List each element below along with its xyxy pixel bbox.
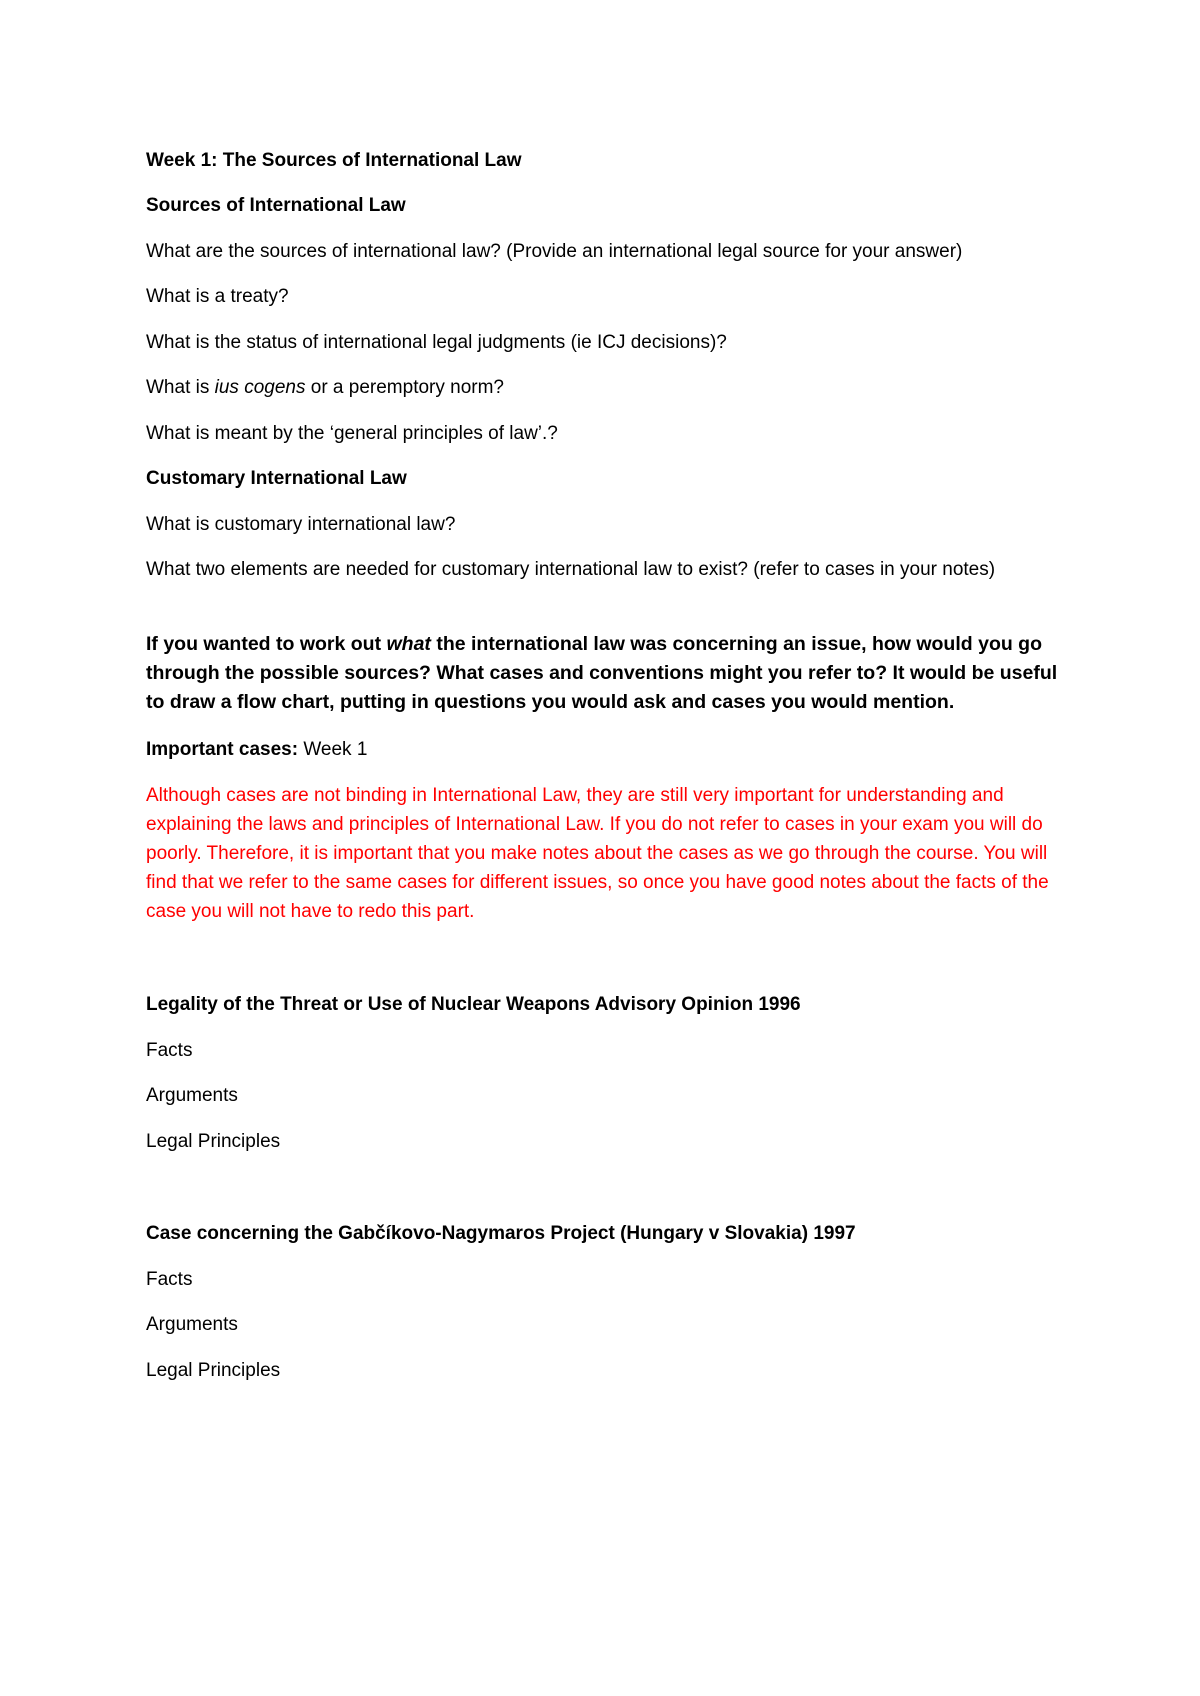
question-ius-term: ius cogens bbox=[214, 377, 306, 398]
task-paragraph bbox=[146, 630, 1076, 717]
question-treaty: What is a treaty? bbox=[146, 286, 289, 307]
question-judgments: What is the status of international legal judgments (ie ICJ decisions)? bbox=[146, 332, 727, 353]
question-ius-prefix: What is bbox=[146, 377, 215, 398]
question-general-principles: What is meant by the ‘general principles of law’.? bbox=[146, 423, 558, 444]
important-cases-week: Week 1 bbox=[298, 739, 368, 760]
case-nuclear-facts: Facts bbox=[146, 1040, 193, 1061]
question-sources: What are the sources of international law? (Provide an international legal source for your answer) bbox=[146, 241, 963, 262]
question-customary: What is customary international law? bbox=[146, 514, 456, 535]
question-ius-suffix: or a peremptory norm? bbox=[305, 377, 504, 398]
sources-heading: Sources of International Law bbox=[146, 195, 406, 216]
question-elements: What two elements are needed for customary international law to exist? (refer to cases in your notes) bbox=[146, 559, 996, 580]
task-emphasis: what bbox=[386, 633, 431, 655]
task-prefix: If you wanted to work out bbox=[146, 633, 387, 655]
important-cases-label: Important cases: bbox=[146, 739, 299, 760]
case-nuclear-arguments: Arguments bbox=[146, 1085, 238, 1106]
case-gabcikovo-arguments: Arguments bbox=[146, 1314, 238, 1335]
question-ius-cogens bbox=[146, 373, 504, 402]
page-title: Week 1: The Sources of International Law bbox=[146, 150, 522, 171]
important-cases-heading bbox=[146, 735, 367, 764]
case-gabcikovo-facts: Facts bbox=[146, 1269, 193, 1290]
customary-heading: Customary International Law bbox=[146, 468, 407, 489]
case-title-gabcikovo: Case concerning the Gabčíkovo-Nagymaros Project (Hungary v Slovakia) 1997 bbox=[146, 1223, 856, 1244]
case-title-nuclear: Legality of the Threat or Use of Nuclear Weapons Advisory Opinion 1996 bbox=[146, 994, 801, 1015]
cases-note: Although cases are not binding in International Law, they are still very important for understanding and explaining the laws and principles of International Law. If you do not refer to cases in your exam you will do poorly. Therefore, it is important that you make notes about the cases as we go through the course. You will find that we refer to the same cases for different issues, so once you have good notes about the facts of the case you will not have to redo this part. bbox=[146, 785, 1049, 922]
case-nuclear-principles: Legal Principles bbox=[146, 1131, 281, 1152]
case-gabcikovo-principles: Legal Principles bbox=[146, 1360, 281, 1381]
task-suffix: the international law was concerning an issue, how would you go through the possible sources? What cases and conventions might you refer to? It would be useful to draw a flow chart, putting in questions you would ask and cases you would mention. bbox=[146, 633, 1058, 713]
